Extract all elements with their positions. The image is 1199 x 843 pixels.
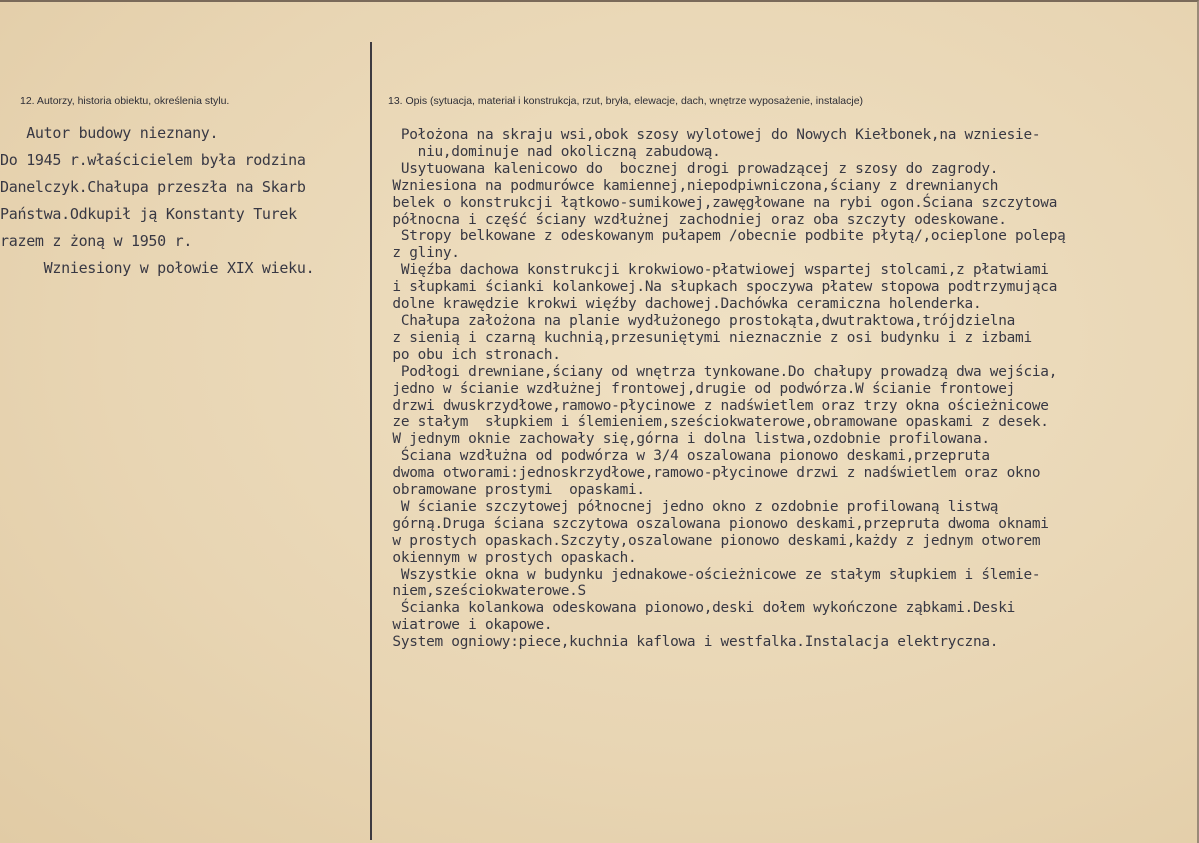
description-line: z sienią i czarną kuchnią,przesuniętymi nieznacznie z osi budynku i z izbami	[384, 329, 1032, 346]
description-line: W ścianie szczytowej północnej jedno okno z ozdobnie profilowaną listwą	[384, 498, 999, 515]
description-line: i słupkami ścianki kolankowej.Na słupkach spoczywa płatew stopowa podtrzymująca	[384, 279, 1058, 296]
section-12-header: 12. Autorzy, historia obiektu, określenia stylu.	[20, 95, 230, 107]
history-line: Autor budowy nieznany.	[0, 124, 219, 142]
section-13-header: 13. Opis (sytuacja, materiał i konstrukcja, rzut, bryła, elewacje, dach, wnętrze wyposażenie, instalacje)	[388, 95, 864, 107]
description-line: Położona na skraju wsi,obok szosy wylotowej do Nowych Kiełbonek,na wzniesie-	[384, 127, 1041, 143]
description-line: Ściana wzdłużna od podwórza w 3/4 oszalowana pionowo deskami,przepruta	[384, 448, 990, 465]
description-line: dwoma otworami:jednoskrzydłowe,ramowo-płycinowe drzwi z nadświetlem oraz okno	[384, 465, 1041, 482]
description-line: niu,dominuje nad okoliczną zabudową.	[384, 143, 721, 160]
description-line: Chałupa założona na planie wydłużonego prostokąta,dwutraktowa,trójdzielna	[384, 312, 1016, 329]
history-line: Wzniesiony w połowie XIX wieku.	[0, 259, 315, 277]
description-line: obramowane prostymi opaskami.	[384, 482, 645, 499]
history-line: razem z żoną w 1950 r.	[0, 232, 193, 250]
history-line: Państwa.Odkupił ją Konstanty Turek	[0, 205, 297, 223]
history-line: Do 1945 r.właścicielem była rodzina	[0, 151, 306, 169]
description-line: północna i część ściany wzdłużnej zachodniej oraz oba szczyty odeskowane.	[384, 211, 1007, 228]
description-line: Usytuowana kalenicowo do bocznej drogi prowadzącej z szosy do zagrody.	[384, 160, 999, 177]
description-line: dolne krawędzie krokwi więźby dachowej.Dachówka ceramiczna holenderka.	[384, 296, 982, 313]
description-line: ze stałym słupkiem i ślemieniem,sześciokwaterowe,obramowane opaskami z desek.	[384, 414, 1049, 431]
description-line: z gliny.	[384, 245, 460, 262]
description-line: Podłogi drewniane,ściany od wnętrza tynkowane.Do chałupy prowadzą dwa wejścia,	[384, 363, 1058, 380]
description-line: Więźba dachowa konstrukcji krokwiowo-płatwiowej wspartej stolcami,z płatwiami	[384, 262, 1049, 279]
description-line: Wszystkie okna w budynku jednakowe-ościeżnicowe ze stałym słupkiem i ślemie-	[384, 566, 1041, 583]
description-line: Wzniesiona na podmurówce kamiennej,niepodpiwniczona,ściany z drewnianych	[384, 177, 999, 194]
description-line: w prostych opaskach.Szczyty,oszalowane pionowo deskami,każdy z jednym otworem	[384, 532, 1041, 549]
description-line: Stropy belkowane z odeskowanym pułapem /obecnie podbite płytą/,ocieplone polepą	[384, 228, 1066, 245]
description-line: drzwi dwuskrzydłowe,ramowo-płycinowe z nadświetlem oraz trzy okna ościeżnicowe	[384, 397, 1049, 414]
description-line: Ścianka kolankowa odeskowana pionowo,deski dołem wykończone ząbkami.Deski	[384, 600, 1016, 617]
description-line: niem,sześciokwaterowe.S	[384, 583, 586, 600]
description-line: System ogniowy:piece,kuchnia kaflowa i westfalka.Instalacja elektryczna.	[384, 634, 999, 651]
description-text	[384, 127, 1066, 651]
description-line: wiatrowe i okapowe.	[384, 617, 553, 634]
description-line: górną.Druga ściana szczytowa oszalowana pionowo deskami,przepruta dwoma oknami	[384, 515, 1049, 532]
description-line: okiennym w prostych opaskach.	[384, 549, 637, 566]
description-line: W jednym oknie zachowały się,górna i dolna listwa,ozdobnie profilowana.	[384, 431, 990, 448]
description-line: jedno w ścianie wzdłużnej frontowej,drugie od podwórza.W ścianie frontowej	[384, 380, 1016, 397]
description-line: po obu ich stronach.	[384, 346, 561, 363]
column-divider	[370, 42, 372, 840]
history-text	[0, 120, 314, 282]
history-line: Danelczyk.Chałupa przeszła na Skarb	[0, 178, 306, 196]
description-line: belek o konstrukcji łątkowo-sumikowej,zawęgłowane na rybi ogon.Ściana szczytowa	[384, 194, 1058, 211]
